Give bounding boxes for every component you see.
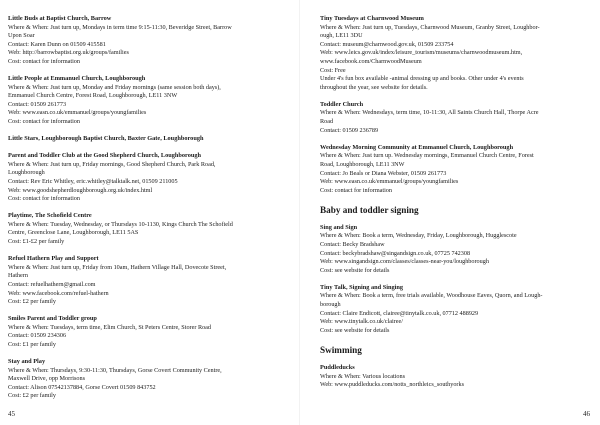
listing-title: Toddler Church bbox=[320, 100, 364, 108]
listing-line: Cost: contact for information bbox=[8, 118, 80, 126]
listing-stay-and-play bbox=[8, 358, 288, 401]
listing-line: Web: www.goodshepherdloughborough.org.uk/index.html bbox=[8, 186, 153, 194]
listing-line: Cost: contact for information bbox=[8, 57, 80, 65]
listing-line: Contact: Alison 07542137884, Gorse Covert 01509 843752 bbox=[8, 383, 156, 391]
listing-line: Where & When: Just turn up, Mondays in term time 9:15-11:30, Beveridge Street, Barrow bbox=[8, 23, 232, 31]
listing-line: Centre, Greenclose Lane, Loughborough, LE11 5AS bbox=[8, 229, 139, 237]
listing-line: Contact: Claire Endicott, clairee@tinytalk.co.uk, 07712 488929 bbox=[320, 309, 479, 317]
listing-line: Contact: museum@charnwood.gov.uk, 01509 233754 bbox=[320, 40, 454, 48]
listing-line: Web: www.singandsign.com/classes/classes-near-you/loughborough bbox=[320, 258, 489, 266]
page-number: 45 bbox=[8, 410, 15, 418]
listing-line: Contact: refuelhathern@gmail.com bbox=[8, 280, 96, 288]
listing-line: Contact: 01509 261773 bbox=[8, 100, 67, 108]
listing-line: throughout the year, see website for details. bbox=[320, 83, 428, 91]
listing-title: Tiny Tuesdays at Charnwood Museum bbox=[320, 15, 424, 22]
listing-line: Under 4's fun box available -animal dressing up and books. Other under 4's events bbox=[320, 75, 524, 83]
listing-tiny-talk bbox=[320, 284, 590, 336]
listing-title: Little Buds at Baptist Church, Barrow bbox=[8, 15, 112, 22]
right-page bbox=[300, 0, 600, 425]
section-heading-signing: Baby and toddler signing bbox=[320, 204, 419, 215]
listing-line: Cost: contact for information bbox=[8, 195, 80, 203]
listing-line: Contact: Rev Eric Whitley, eric.whitley@talktalk.net, 01509 211005 bbox=[8, 178, 178, 185]
listing-line: Cost: see website for details bbox=[320, 326, 390, 334]
listing-title: Tiny Talk, Signing and Singing bbox=[320, 283, 404, 291]
listing-line: Cost: contact for information bbox=[320, 186, 392, 194]
listing-line: Web: http://barrowbaptist.org.uk/groups/families bbox=[8, 49, 129, 57]
listing-line: Road, Loughborough, LE11 3NW bbox=[320, 160, 405, 168]
listing-playtime-schofield bbox=[8, 212, 288, 246]
listing-line: Loughborough bbox=[8, 169, 45, 177]
listing-toddler-church bbox=[320, 101, 590, 135]
section-heading-swimming: Swimming bbox=[320, 344, 362, 355]
listing-title: Refuel Hathern Play and Support bbox=[8, 255, 99, 263]
listing-refuel-hathern bbox=[8, 255, 288, 307]
listing-line: Where & When: Just turn up, Tuesdays, Charnwood Museum, Granby Street, Loughbor- bbox=[320, 23, 540, 31]
listing-line: Cost: £1 per family bbox=[8, 341, 56, 348]
listing-line: Where & When: Just turn up, Monday and Friday mornings (same session both days), bbox=[8, 83, 221, 91]
listing-line: Contact: 01509 236789 bbox=[320, 126, 379, 134]
listing-line: Web: www.puddleducks.com/notts_northleics_southyorks bbox=[320, 381, 464, 389]
listing-line: Web: www.tinytalk.co.uk/clairee/ bbox=[320, 318, 403, 326]
listing-line: Cost: £1-£2 per family bbox=[8, 238, 65, 246]
listing-line: Emmanuel Church Centre, Forest Road, Loughborough, LE11 3NW bbox=[8, 92, 178, 100]
listing-line: Web: www.leics.gov.uk/index/leisure_tourism/museums/charnwoodmuseum.htm, bbox=[320, 49, 523, 57]
listing-title: Parent and Toddler Club at the Good Shepherd Church, Loughborough bbox=[8, 152, 202, 160]
listing-title: Stay and Play bbox=[8, 358, 46, 366]
listing-line: Road bbox=[320, 118, 334, 126]
listing-line: Where & When: Just turn up, Friday from 10am, Hathern Village Hall, Dovecote Street, bbox=[8, 263, 227, 271]
listing-line: Where & When: Tuesdays, term time, Elim Church, St Peters Centre, Storer Road bbox=[8, 323, 212, 331]
listing-line: Contact: 01509 234306 bbox=[8, 332, 67, 340]
listing-title: Little Stars, Loughborough Baptist Church, Baxter Gate, Loughborough bbox=[8, 135, 204, 143]
page-number: 46 bbox=[583, 410, 590, 418]
listing-line: Hathern bbox=[8, 272, 28, 280]
listing-line: Where & When: Various locations bbox=[320, 372, 405, 380]
listing-line: Contact: Becky Bradshaw bbox=[320, 240, 385, 248]
listing-title: Playtime, The Schofield Centre bbox=[8, 212, 92, 220]
listing-line: Cost: see website for details bbox=[320, 266, 390, 274]
listing-title: Puddleducks bbox=[320, 363, 355, 371]
listing-little-stars bbox=[8, 135, 288, 144]
listing-title: Sing and Sign bbox=[320, 223, 358, 231]
listing-line: ough, LE11 3DU bbox=[320, 32, 363, 40]
listing-line: Where & When: Book a term, free trials available, Woodhouse Eaves, Quorn, and Lough- bbox=[320, 292, 543, 300]
listing-line: Where & When: Just turn up, Friday mornings, Good Shepherd Church, Park Road, bbox=[8, 160, 216, 168]
listing-line: www.facebook.com/CharnwoodMuseum bbox=[320, 57, 422, 65]
listing-line: Contact: Karen Dunn on 01509 415581 bbox=[8, 40, 106, 48]
listing-wednesday-morning-community bbox=[320, 144, 590, 196]
listing-line: Web: www.facebook.com/refuel-hathern bbox=[8, 289, 109, 297]
listing-line: Cost: Free bbox=[320, 66, 346, 74]
listing-smiles bbox=[8, 315, 288, 349]
listing-line: Web: www.easn.co.uk/emmanuel/groups/youngfamilies bbox=[320, 178, 459, 186]
listing-line: Contact: beckybradshaw@singandsign.co.uk, 07725 742308 bbox=[320, 249, 471, 257]
listing-title: Wednesday Morning Community at Emmanuel Church, Loughborough bbox=[320, 143, 514, 151]
listing-line: Where & When: Tuesday, Wednesday, or Thursdays 10-1130, Kings Church The Schofield bbox=[8, 220, 233, 228]
listing-line: Cost: £2 per family bbox=[8, 298, 56, 306]
listing-little-people bbox=[8, 75, 288, 127]
listing-line: Contact: Jo Beals or Diana Webster, 01509 261773 bbox=[320, 169, 447, 177]
listing-title: Smiles Parent and Toddler group bbox=[8, 315, 97, 323]
listing-line: Maxwell Drive, opp Morrisons bbox=[8, 375, 85, 383]
listing-line: Upon Soar bbox=[8, 32, 35, 40]
listing-line: borough bbox=[320, 301, 341, 309]
listing-line: Where & When: Just turn up. Wednesday mornings, Emmanuel Church Centre, Forest bbox=[320, 152, 534, 160]
listing-line: Where & When: Book a term, Wednesday, Friday, Loughborough, Hugglescote bbox=[320, 232, 517, 240]
listing-puddleducks bbox=[320, 364, 590, 390]
listing-little-buds bbox=[8, 15, 288, 67]
listing-line: Cost: £2 per family bbox=[8, 392, 56, 400]
listing-line: Where & When: Thursdays, 9:30-11:30, Thursdays, Gorse Covert Community Centre, bbox=[8, 366, 222, 374]
listing-sing-and-sign bbox=[320, 224, 590, 276]
listing-parent-toddler-good-shepherd bbox=[8, 152, 288, 204]
listing-tiny-tuesdays bbox=[320, 15, 590, 92]
listing-line: Where & When: Wednesdays, term time, 10-11:30, All Saints Church Hall, Thorpe Acre bbox=[320, 109, 539, 117]
listing-title: Little People at Emmanuel Church, Loughborough bbox=[8, 75, 146, 83]
listing-line: Web: www.easn.co.uk/emmanuel/groups/youngfamilies bbox=[8, 109, 147, 117]
